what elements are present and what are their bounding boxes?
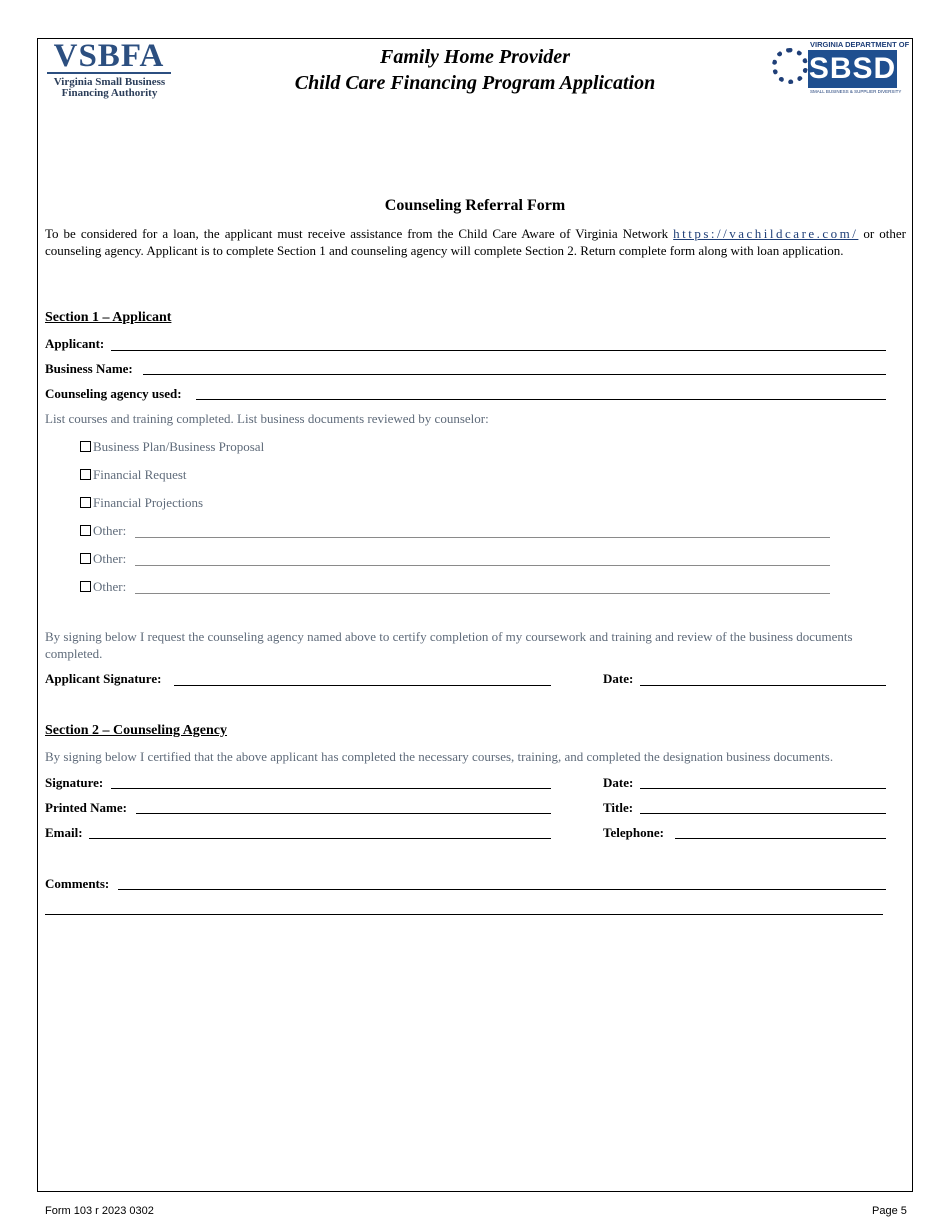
checkbox-financial-projections[interactable] xyxy=(80,495,203,511)
checkbox-icon[interactable] xyxy=(80,525,91,536)
intro-text-2: or other counseling agency. Applicant is to complete Section 1 and counseling agency will complete Section 2. Return complete form along with loan application. xyxy=(45,226,906,258)
checkbox-other-1[interactable] xyxy=(80,523,126,539)
title-field[interactable] xyxy=(640,813,886,814)
applicant-date-field[interactable] xyxy=(640,685,886,686)
agency-signature-label: Signature: xyxy=(45,775,104,790)
telephone-field[interactable] xyxy=(675,838,886,839)
checkbox-icon[interactable] xyxy=(80,497,91,508)
applicant-signature-field[interactable] xyxy=(174,685,551,686)
vsbfa-logo-subtitle-1: Virginia Small Business xyxy=(53,76,166,88)
form-title: Counseling Referral Form xyxy=(384,197,566,214)
sbsd-logo-mark: SBSD xyxy=(808,50,897,88)
telephone-label: Telephone: xyxy=(603,825,664,840)
checkbox-label: Business Plan/Business Proposal xyxy=(93,439,265,454)
comments-field-line2[interactable] xyxy=(45,914,883,915)
vsbfa-logo-mark: VSBFA xyxy=(47,40,171,74)
checkbox-label: Financial Projections xyxy=(93,495,204,510)
checkbox-label: Other: xyxy=(93,523,127,538)
vsbfa-logo-subtitle-2: Financing Authority xyxy=(61,87,158,99)
list-prompt: List courses and training completed. List business documents reviewed by counselor: xyxy=(45,411,489,426)
gear-icon xyxy=(772,48,808,84)
counseling-agency-field[interactable] xyxy=(196,399,886,400)
applicant-date-label: Date: xyxy=(603,671,634,686)
checkbox-financial-request[interactable] xyxy=(80,467,187,483)
section2-heading: Section 2 – Counseling Agency xyxy=(45,723,228,738)
checkbox-icon[interactable] xyxy=(80,441,91,452)
applicant-signature-label: Applicant Signature: xyxy=(45,671,162,686)
other-2-field[interactable] xyxy=(135,565,830,566)
printed-name-label: Printed Name: xyxy=(45,800,127,815)
vsbfa-logo xyxy=(47,40,172,99)
applicant-field[interactable] xyxy=(111,350,886,351)
vachildcare-link[interactable]: https://vachildcare.com/ xyxy=(673,226,859,241)
checkbox-business-plan[interactable] xyxy=(80,439,264,455)
email-field[interactable] xyxy=(89,838,551,839)
header-title-line1: Family Home Provider xyxy=(380,46,570,68)
agency-signature-field[interactable] xyxy=(111,788,551,789)
applicant-label: Applicant: xyxy=(45,336,105,351)
section1-heading: Section 1 – Applicant xyxy=(45,310,172,325)
page-number: Page 5 xyxy=(872,1205,907,1217)
intro-paragraph xyxy=(45,226,906,259)
checkbox-icon[interactable] xyxy=(80,553,91,564)
agency-date-label: Date: xyxy=(603,775,634,790)
intro-text-1: To be considered for a loan, the applicant must receive assistance from the Child Care Aware of Virginia Network xyxy=(45,226,674,241)
header-title-line2: Child Care Financing Program Application xyxy=(294,72,656,94)
other-3-field[interactable] xyxy=(135,593,830,594)
comments-field[interactable] xyxy=(118,889,886,890)
counseling-agency-label: Counseling agency used: xyxy=(45,386,182,401)
checkbox-icon[interactable] xyxy=(80,469,91,480)
sbsd-logo-bottom-text: SMALL BUSINESS & SUPPLIER DIVERSITY xyxy=(810,89,902,94)
title-label: Title: xyxy=(603,800,634,815)
checkbox-label: Other: xyxy=(93,551,127,566)
checkbox-icon[interactable] xyxy=(80,581,91,592)
sbsd-logo-top-text: VIRGINIA DEPARTMENT OF xyxy=(810,40,910,49)
checkbox-label: Other: xyxy=(93,579,127,594)
applicant-certify-text: By signing below I request the counseling agency named above to certify completion of my coursework and training and review of the business documents completed. xyxy=(45,629,853,661)
sbsd-logo xyxy=(772,40,910,96)
checkbox-label: Financial Request xyxy=(93,467,187,482)
checkbox-other-3[interactable] xyxy=(80,579,126,595)
business-name-label: Business Name: xyxy=(45,361,133,376)
checkbox-other-2[interactable] xyxy=(80,551,126,567)
agency-date-field[interactable] xyxy=(640,788,886,789)
printed-name-field[interactable] xyxy=(136,813,551,814)
email-label: Email: xyxy=(45,825,83,840)
agency-certify-text: By signing below I certified that the above applicant has completed the necessary courses, training, and completed the designation business documents. xyxy=(45,749,834,764)
form-number: Form 103 r 2023 0302 xyxy=(45,1205,154,1217)
other-1-field[interactable] xyxy=(135,537,830,538)
business-name-field[interactable] xyxy=(143,374,886,375)
comments-label: Comments: xyxy=(45,876,110,891)
